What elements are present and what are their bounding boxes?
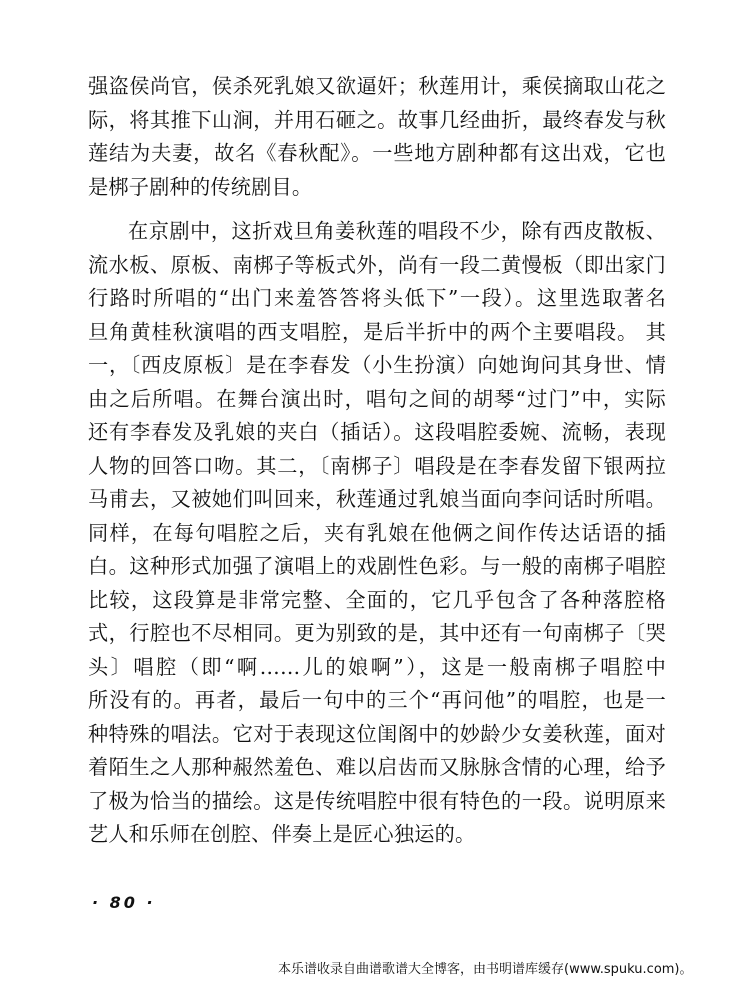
text-line: 强盗侯尚官，侯杀死乳娘又欲逼奸；秋莲用计，乘侯摘取山花之	[88, 74, 666, 98]
text-line: 际，将其推下山涧，并用石砸之。故事几经曲折，最终春发与秋	[88, 107, 666, 132]
text-line: 马甫去，又被她们叫回来，秋莲通过乳娘当面向李问话时所唱。	[88, 487, 666, 511]
text-line: 旦角黄桂秋演唱的西支唱腔，是后半折中的两个主要唱段。 其	[88, 319, 666, 344]
text-line: 所没有的。再者，最后一句中的三个“再问他”的唱腔，也是一	[88, 688, 666, 712]
text-line: 着陌生之人那种赧然羞色、难以启齿而又脉脉含情的心理，给予	[88, 755, 666, 779]
text-line: 行路时所唱的“出门来羞答答将头低下”一段）。这里选取著名	[88, 286, 666, 310]
text-line: 艺人和乐师在创腔、伴奏上是匠心独运的。	[88, 822, 476, 846]
text-line: 流水板、原板、南梆子等板式外，尚有一段二黄慢板（即出家门	[88, 252, 666, 277]
text-line: 头〕唱腔（即“啊……儿的娘啊”），这是一般南梆子唱腔中	[88, 654, 666, 679]
text-line: 由之后所唱。在舞台演出时，唱句之间的胡琴“过门”中，实际	[88, 386, 666, 411]
text-line: 同样，在每句唱腔之后，夹有乳娘在他俩之间作传达话语的插	[88, 520, 666, 545]
text-line: 种特殊的唱法。它对于表现这位闺阁中的妙龄少女姜秋莲，面对	[88, 721, 666, 746]
page-number: · 80 ·	[92, 893, 156, 912]
text-line: 了极为恰当的描绘。这是传统唱腔中很有特色的一段。说明原来	[88, 788, 666, 813]
text-line: 一，〔西皮原板〕是在李春发（小生扮演）向她询问其身世、情	[88, 353, 666, 377]
text-line: 莲结为夫妻，故名《春秋配》。一些地方剧种都有这出戏，它也	[88, 141, 666, 165]
text-line: 还有李春发及乳娘的夹白（插话）。这段唱腔委婉、流畅，表现	[88, 420, 666, 444]
text-line: 是梆子剧种的传统剧目。	[88, 174, 313, 199]
text-line: 人物的回答口吻。其二，〔南梆子〕唱段是在李春发留下银两拉	[88, 453, 666, 478]
text-line: 白。这种形式加强了演唱上的戏剧性色彩。与一般的南梆子唱腔	[88, 554, 666, 578]
text-line: 在京剧中，这折戏旦角姜秋莲的唱段不少，除有西皮散板、	[128, 219, 666, 243]
footer-note: 本乐谱收录自曲谱歌谱大全博客，由书明谱库缓存(www.spuku.com)。	[278, 962, 693, 977]
text-line: 比较，这段算是非常完整、全面的，它几乎包含了各种落腔格	[88, 587, 666, 612]
text-line: 式，行腔也不尽相同。更为别致的是，其中还有一句南梆子〔哭	[88, 621, 666, 645]
